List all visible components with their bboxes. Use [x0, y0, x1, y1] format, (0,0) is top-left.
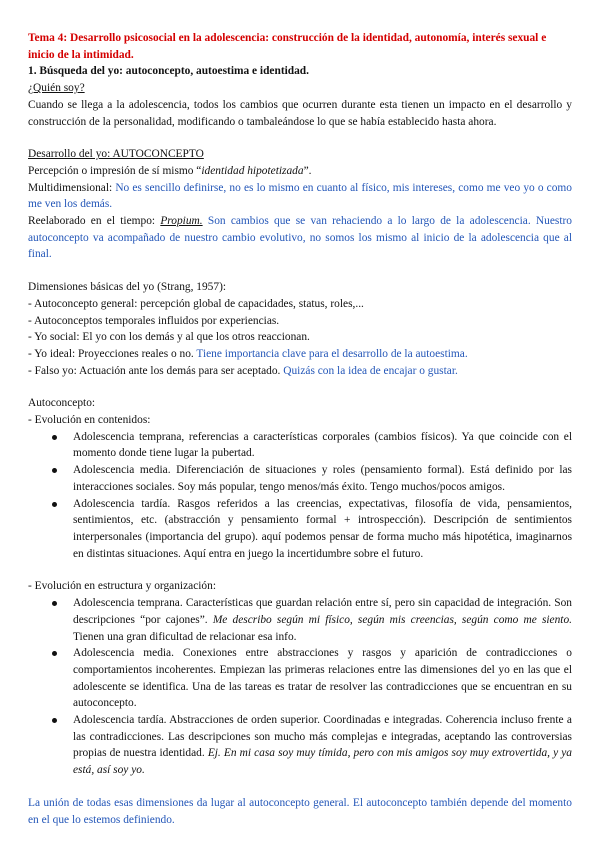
- evolution-contents-list: [28, 429, 572, 563]
- dimensions-heading: Dimensiones básicas del yo (Strang, 1957):: [28, 281, 227, 294]
- subheading-who-am-i: ¿Quién soy?: [28, 82, 85, 95]
- dimension-item-note: Tiene importancia clave para el desarrollo de la autoestima.: [196, 347, 468, 360]
- list-item: [28, 595, 572, 645]
- dimension-item-note: Quizás con la idea de encajar o gustar.: [283, 364, 458, 377]
- dimension-item: [28, 313, 572, 330]
- section-heading: 1. Búsqueda del yo: autoconcepto, autoestima e identidad.: [28, 65, 309, 78]
- list-item-text: Adolescencia media. Conexiones entre abstracciones y rasgos y aparición de contradicciones o comportamientos incoherentes. Empiezan las primeras relaciones entre las dimensiones del yo en las que el adolescente se identifica. Una de las tareas es tratar de resolver las contradicciones que se encuentran en su autoconcepto.: [73, 647, 572, 710]
- multidimensional-note: No es sencillo definirse, no es lo mismo en cuanto al físico, mis intereses, como me veo yo o como me ven los demás.: [28, 181, 572, 211]
- evolution-contents-heading: - Evolución en contenidos:: [28, 414, 151, 427]
- spacer: [28, 130, 572, 146]
- list-item: [28, 645, 572, 712]
- reelaborado-term: Propium.: [160, 215, 203, 228]
- spacer: [28, 562, 572, 578]
- dimension-item-text: - Yo social: El yo con los demás y al que los otros reaccionan.: [28, 331, 310, 344]
- perception-tail: ”.: [303, 164, 312, 177]
- dimension-item-text: - Autoconceptos temporales influidos por experiencias.: [28, 314, 280, 327]
- reelaborado-line: [28, 213, 572, 263]
- autoconcepto-heading: Desarrollo del yo: AUTOCONCEPTO: [28, 148, 204, 161]
- perception-line: [28, 163, 572, 180]
- intro-paragraph: Cuando se llega a la adolescencia, todos los cambios que ocurren durante esta tienen un impacto en el desarrollo y construcción de la personalidad, modificando o tambaleándose lo que se había establecido hasta ahora.: [28, 98, 572, 128]
- closing-note: La unión de todas esas dimensiones da lugar al autoconcepto general. El autoconcepto también depende del momento en el que lo estemos definiendo.: [28, 796, 572, 826]
- dimension-item: [28, 363, 572, 380]
- spacer: [28, 379, 572, 395]
- dimension-item: [28, 296, 572, 313]
- list-item: Adolescencia temprana, referencias a características corporales (cambios físicos). Ya que coincide con el momento donde tiene lugar la pubertad.: [28, 429, 572, 462]
- dimension-item-text: - Falso yo: Actuación ante los demás para ser aceptado.: [28, 364, 284, 377]
- perception-lead: Percepción o impresión de sí mismo “: [28, 164, 202, 177]
- perception-term: identidad hipotetizada: [201, 164, 304, 177]
- evolution-structure-heading: - Evolución en estructura y organización:: [28, 580, 216, 593]
- dimension-item-text: - Autoconcepto general: percepción global de capacidades, status, roles,...: [28, 297, 364, 310]
- multidimensional-line: [28, 180, 572, 213]
- list-item-example: Me describo según mi físico, según mis creencias, según como me siento.: [212, 613, 572, 626]
- dimension-item: [28, 346, 572, 363]
- dimension-item-text: - Yo ideal: Proyecciones reales o no.: [28, 347, 197, 360]
- autoconcepto-label: Autoconcepto:: [28, 397, 96, 410]
- list-item: Adolescencia media. Diferenciación de situaciones y roles (pensamiento formal). Está definido por las interacciones sociales. Soy más popular, tengo menos/más éxito. Tengo muchos/pocos amigos.: [28, 462, 572, 495]
- list-item-text: Adolescencia tardía. Abstracciones de orden superior. Coordinadas e integradas. Coherencia incluso frente a las contradicciones. Las descripciones son mucho más complejas e integradas, aceptando las controversias propias de nuestra identidad.: [73, 714, 572, 760]
- evolution-structure-list: [28, 595, 572, 779]
- reelaborado-note: Son cambios que se van rehaciendo a lo largo de la adolescencia. Nuestro autoconcepto va acompañado de nuestro cambio evolutivo, no somos los mismo al inicio de la adolescencia que al final.: [28, 215, 572, 261]
- document-title: Tema 4: Desarrollo psicosocial en la adolescencia: construcción de la identidad, autonomía, interés sexual e inicio de la intimidad.: [28, 32, 547, 61]
- dimension-item: [28, 329, 572, 346]
- spacer: [28, 263, 572, 279]
- list-item-example: Ej. En mi casa soy muy tímida, pero con mis amigos soy muy extrovertida, y ya está, así soy yo.: [73, 747, 572, 777]
- spacer: [28, 779, 572, 795]
- list-item-tail: Tienen una gran dificultad de relacionar esa info.: [73, 630, 297, 643]
- list-item: [28, 712, 572, 779]
- list-item: Adolescencia tardía. Rasgos referidos a las creencias, expectativas, filosofía de vida, pensamientos, sentimientos, etc. (abstracción y pensamiento formal + introspección). Descripción de sentimientos interpersonales (importancia del grupo). aquí podemos pensar de forma mucho más hipotética, imaginarnos en distintas situaciones. Aquí entra en juego la incertidumbre sobre el futuro.: [28, 496, 572, 563]
- list-item-text: Adolescencia temprana. Características que guardan relación entre sí, pero sin capacidad de integración. Son descripciones “por cajones”.: [73, 597, 572, 626]
- reelaborado-label: Reelaborado en el tiempo:: [28, 215, 161, 228]
- multidimensional-label: Multidimensional:: [28, 181, 116, 194]
